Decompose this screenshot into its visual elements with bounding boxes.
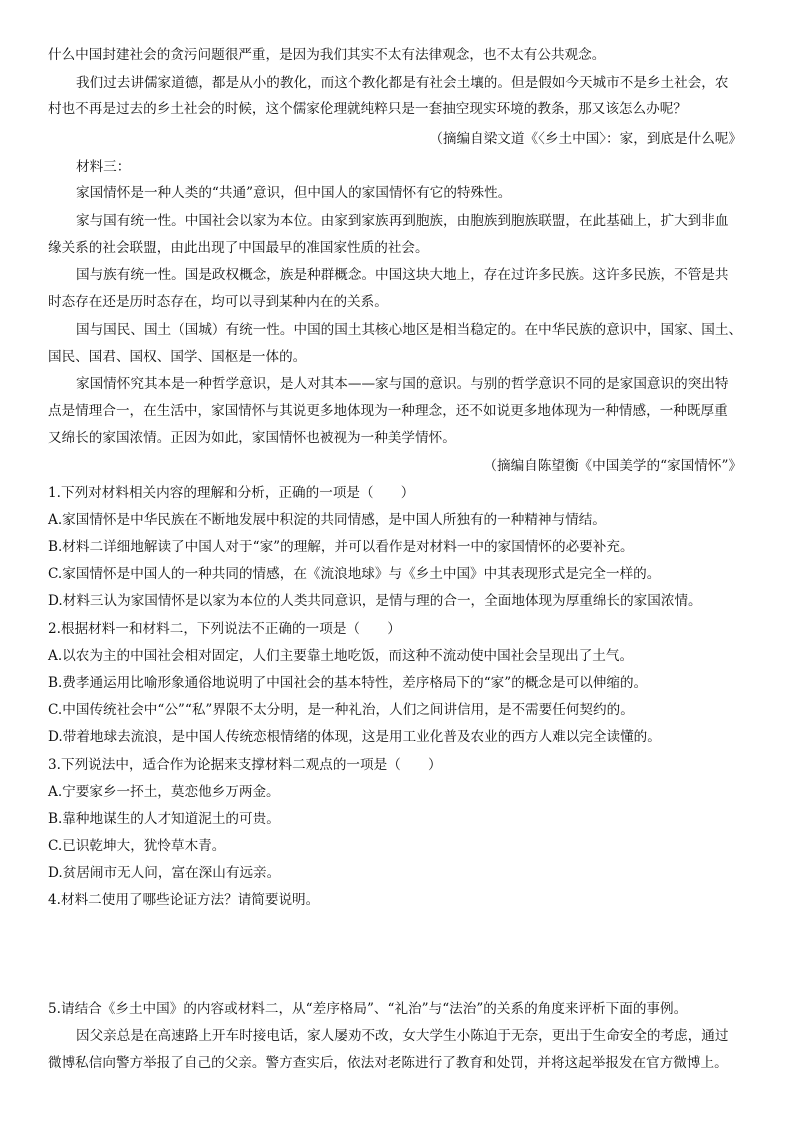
case-paragraph-line: 微博私信向警方举报了自己的父亲。警方查实后，依法对老陈进行了教育和处罚，并将这起举报发在官方微博上。	[48, 1055, 728, 1071]
answer-option: A.宁要家乡一抔土，莫恋他乡万两金。	[48, 784, 280, 800]
answer-option: D.带着地球去流浪，是中国人传统恋根情绪的体现，这是用工业化普及农业的西方人难以完全读懂的。	[48, 729, 661, 745]
answer-option: C.已识乾坤大，犹怜草木青。	[48, 838, 226, 854]
question-stem: 3.下列说法中，适合作为论据来支撑材料二观点的一项是（ ）	[48, 757, 442, 773]
answer-option: A.以农为主的中国社会相对固定，人们主要靠土地吃饭，而这种不流动使中国社会呈现出了土气。	[48, 648, 634, 664]
question-stem: 5.请结合《乡土中国》的内容或材料二，从“差序格局”、“礼治”与“法治”的关系的角度来评析下面的事例。	[48, 1001, 688, 1017]
passage-paragraph-line: 缘关系的社会联盟，由此出现了中国最早的准国家性质的社会。	[48, 240, 429, 256]
answer-option: A.家国情怀是中华民族在不断地发展中积淀的共同情感，是中国人所独有的一种精神与情结。	[48, 512, 606, 528]
passage-paragraph-line: 又绵长的家国浓情。正因为如此，家国情怀也被视为一种美学情怀。	[48, 430, 456, 446]
passage-paragraph-line: 家国情怀究其本是一种哲学意识，是人对其本——家与国的意识。与别的哲学意识不同的是家国意识的突出特	[76, 376, 729, 392]
passage-paragraph-line: 点是情理合一，在生活中，家国情怀与其说更多地体现为一种理念，还不如说更多地体现为一种情感，一种既厚重	[48, 403, 728, 419]
answer-option: C.中国传统社会中“公”“私”界限不太分明，是一种礼治，人们之间讲信用，是不需要任何契约的。	[48, 702, 634, 718]
answer-option: D.贫居闹市无人问，富在深山有远亲。	[48, 865, 281, 881]
question-stem: 1.下列对材料相关内容的理解和分析，正确的一项是（ ）	[48, 485, 415, 501]
passage-paragraph-line: 国与国民、国土（国城）有统一性。中国的国土其核心地区是相当稳定的。在中华民族的意识中，国家、国土、	[76, 322, 743, 338]
passage-paragraph-line: 村也不再是过去的乡土社会的时候，这个儒家伦理就纯粹只是一套抽空现实环境的教条，那又该怎么办呢？	[48, 101, 687, 117]
answer-option: C.家国情怀是中国人的一种共同的情感，在《流浪地球》与《乡土中国》中其表现形式是完全一样的。	[48, 566, 661, 582]
passage-paragraph-line: 什么中国封建社会的贪污问题很严重，是因为我们其实不太有法律观念，也不太有公共观念。	[48, 47, 606, 63]
passage-paragraph-line: 国民、国君、国权、国学、国枢是一体的。	[48, 349, 307, 365]
material-heading: 材料三：	[76, 159, 131, 175]
answer-option: B.材料二详细地解读了中国人对于“家”的理解，并可以看作是对材料一中的家国情怀的必要补充。	[48, 539, 634, 555]
answer-option: B.费孝通运用比喻形象通俗地说明了中国社会的基本特性，差序格局下的“家”的概念是可以伸缩的。	[48, 675, 648, 691]
source-citation: （摘编自梁文道《〈乡土中国〉：家，到底是什么呢》	[429, 131, 742, 147]
passage-paragraph-line: 家国情怀是一种人类的“共通”意识，但中国人的家国情怀有它的特殊性。	[76, 185, 512, 201]
passage-paragraph-line: 家与国有统一性。中国社会以家为本位。由家到家族再到胞族，由胞族到胞族联盟，在此基础上，扩大到非血	[76, 213, 729, 229]
case-paragraph-line: 因父亲总是在高速路上开车时接电话，家人屡劝不改，女大学生小陈迫于无奈，更出于生命安全的考虑，通过	[76, 1028, 729, 1044]
source-citation: （摘编自陈望衡《中国美学的“家国情怀”》	[483, 458, 742, 474]
answer-option: D.材料三认为家国情怀是以家为本位的人类共同意识，是情与理的合一，全面地体现为厚重绵长的家国浓情。	[48, 593, 702, 609]
passage-paragraph-line: 时态存在还是历时态存在，均可以寻到某种内在的关系。	[48, 294, 388, 310]
question-stem: 2.根据材料一和材料二，下列说法不正确的一项是（ ）	[48, 621, 401, 637]
answer-option: B.靠种地谋生的人才知道泥土的可贵。	[48, 811, 280, 827]
passage-paragraph-line: 我们过去讲儒家道德，都是从小的教化，而这个教化都是有社会土壤的。但是假如今天城市不是乡土社会，农	[76, 75, 729, 91]
passage-paragraph-line: 国与族有统一性。国是政权概念，族是种群概念。中国这块大地上，存在过许多民族。这许多民族，不管是共	[76, 267, 729, 283]
question-stem: 4.材料二使用了哪些论证方法？请简要说明。	[48, 892, 320, 908]
